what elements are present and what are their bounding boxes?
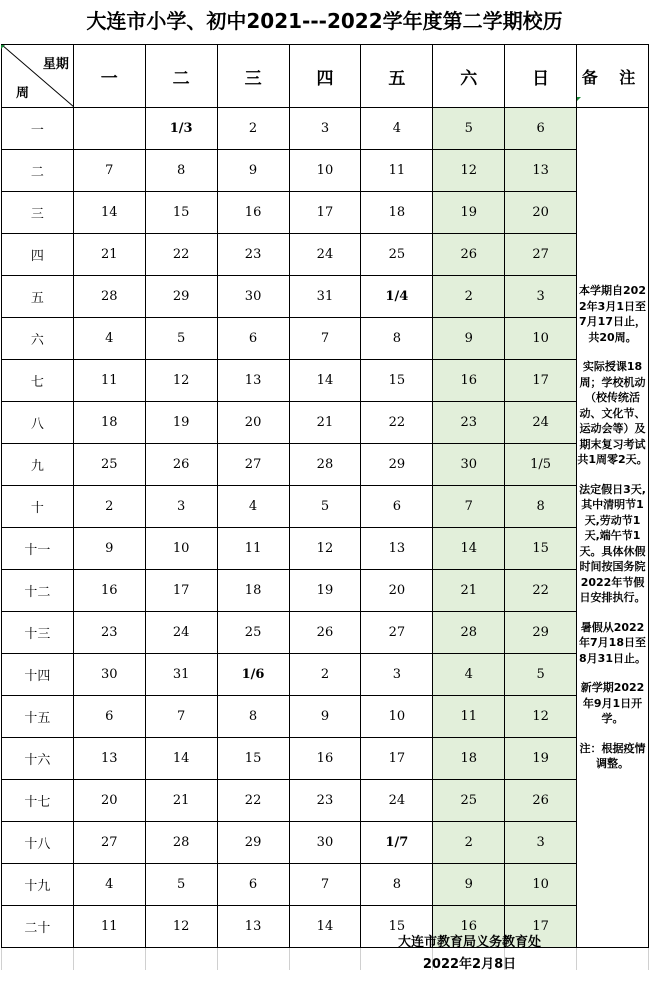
date-cell: 12 xyxy=(433,150,505,192)
date-cell: 30 xyxy=(73,654,145,696)
note-paragraph: 法定假日3天,其中清明节1天,劳动节1天,端午节1天。具体休假时间按国务院2022年节假日安排执行。 xyxy=(579,482,646,605)
week-label: 十三 xyxy=(2,612,74,654)
date-cell: 10 xyxy=(505,864,577,906)
week-label: 八 xyxy=(2,402,74,444)
note-paragraph: 注：根据疫情调整。 xyxy=(579,741,646,771)
date-cell: 5 xyxy=(505,654,577,696)
date-cell: 16 xyxy=(433,906,505,948)
note-paragraph: 暑假从2022年7月18日至8月31日止。 xyxy=(579,620,646,665)
date-cell: 5 xyxy=(145,864,217,906)
date-cell: 2 xyxy=(73,486,145,528)
week-label: 四 xyxy=(2,234,74,276)
date-cell: 23 xyxy=(289,780,361,822)
day-header-tue: 二 xyxy=(145,45,217,108)
date-cell: 16 xyxy=(433,360,505,402)
date-cell: 8 xyxy=(145,150,217,192)
date-cell: 11 xyxy=(361,150,433,192)
date-cell: 28 xyxy=(433,612,505,654)
week-label: 九 xyxy=(2,444,74,486)
date-cell: 15 xyxy=(145,192,217,234)
date-cell: 20 xyxy=(73,780,145,822)
empty-cell xyxy=(2,948,74,971)
corner-weekday-label: 星期 xyxy=(42,57,69,72)
week-row xyxy=(2,780,649,822)
empty-cell xyxy=(73,948,145,971)
day-header-wed: 三 xyxy=(217,45,289,108)
date-cell: 1/5 xyxy=(505,444,577,486)
date-cell: 14 xyxy=(289,906,361,948)
date-cell: 24 xyxy=(361,780,433,822)
date-cell: 11 xyxy=(73,360,145,402)
date-cell: 27 xyxy=(505,234,577,276)
date-cell: 7 xyxy=(289,864,361,906)
date-cell: 3 xyxy=(289,108,361,150)
date-cell: 29 xyxy=(217,822,289,864)
date-cell: 1/3 xyxy=(145,108,217,150)
date-cell: 21 xyxy=(433,570,505,612)
date-cell: 20 xyxy=(361,570,433,612)
date-cell: 12 xyxy=(145,906,217,948)
date-cell: 4 xyxy=(217,486,289,528)
date-cell: 30 xyxy=(433,444,505,486)
week-row xyxy=(2,612,649,654)
date-cell: 19 xyxy=(505,738,577,780)
week-row xyxy=(2,654,649,696)
date-cell: 27 xyxy=(217,444,289,486)
date-cell: 30 xyxy=(217,276,289,318)
date-cell: 31 xyxy=(289,276,361,318)
date-cell: 2 xyxy=(433,822,505,864)
week-row xyxy=(2,192,649,234)
week-label: 十四 xyxy=(2,654,74,696)
date-cell: 2 xyxy=(217,108,289,150)
date-cell: 19 xyxy=(289,570,361,612)
date-cell: 29 xyxy=(145,276,217,318)
date-cell: 14 xyxy=(145,738,217,780)
date-cell: 16 xyxy=(217,192,289,234)
date-cell: 8 xyxy=(361,864,433,906)
week-label: 一 xyxy=(2,108,74,150)
empty-cell xyxy=(145,948,217,971)
header-row xyxy=(2,45,649,108)
comment-marker xyxy=(1,45,5,49)
week-label: 十九 xyxy=(2,864,74,906)
date-cell: 27 xyxy=(361,612,433,654)
date-cell: 6 xyxy=(217,318,289,360)
week-row xyxy=(2,444,649,486)
date-cell: 18 xyxy=(361,192,433,234)
date-cell: 1/4 xyxy=(361,276,433,318)
date-cell: 5 xyxy=(433,108,505,150)
date-cell: 26 xyxy=(145,444,217,486)
date-cell: 24 xyxy=(289,234,361,276)
date-cell: 15 xyxy=(361,360,433,402)
date-cell: 7 xyxy=(73,150,145,192)
corner-week-label: 周 xyxy=(16,86,30,101)
date-cell: 29 xyxy=(505,612,577,654)
date-cell: 22 xyxy=(505,570,577,612)
date-cell: 4 xyxy=(73,318,145,360)
week-label: 六 xyxy=(2,318,74,360)
date-cell: 27 xyxy=(73,822,145,864)
week-label: 十八 xyxy=(2,822,74,864)
date-cell: 18 xyxy=(433,738,505,780)
date-cell: 2 xyxy=(433,276,505,318)
date-cell: 4 xyxy=(73,864,145,906)
date-cell: 9 xyxy=(433,318,505,360)
date-cell: 23 xyxy=(73,612,145,654)
date-cell: 17 xyxy=(145,570,217,612)
date-cell: 8 xyxy=(217,696,289,738)
date-cell: 6 xyxy=(217,864,289,906)
date-cell: 1/7 xyxy=(361,822,433,864)
week-row xyxy=(2,402,649,444)
week-row xyxy=(2,360,649,402)
date-cell: 26 xyxy=(433,234,505,276)
date-cell: 7 xyxy=(145,696,217,738)
week-label: 七 xyxy=(2,360,74,402)
comment-marker xyxy=(577,97,581,101)
date-cell: 26 xyxy=(505,780,577,822)
date-cell: 4 xyxy=(433,654,505,696)
date-cell: 28 xyxy=(145,822,217,864)
date-cell: 9 xyxy=(433,864,505,906)
date-cell: 15 xyxy=(505,528,577,570)
date-cell: 14 xyxy=(73,192,145,234)
date-cell: 9 xyxy=(217,150,289,192)
date-cell: 9 xyxy=(289,696,361,738)
date-cell: 7 xyxy=(433,486,505,528)
date-cell: 21 xyxy=(145,780,217,822)
week-row xyxy=(2,864,649,906)
week-row xyxy=(2,234,649,276)
week-label: 二 xyxy=(2,150,74,192)
date-cell: 13 xyxy=(217,360,289,402)
date-cell: 18 xyxy=(73,402,145,444)
date-cell: 16 xyxy=(73,570,145,612)
date-cell: 21 xyxy=(289,402,361,444)
date-cell: 30 xyxy=(289,822,361,864)
footer-date: 2022年2月8日 xyxy=(422,957,517,972)
date-cell: 10 xyxy=(361,696,433,738)
date-cell: 24 xyxy=(505,402,577,444)
date-cell: 19 xyxy=(145,402,217,444)
date-cell: 25 xyxy=(433,780,505,822)
date-cell xyxy=(73,108,145,150)
day-header-thu: 四 xyxy=(289,45,361,108)
date-cell: 10 xyxy=(289,150,361,192)
week-row xyxy=(2,150,649,192)
date-cell: 13 xyxy=(217,906,289,948)
date-cell: 28 xyxy=(73,276,145,318)
week-label: 十六 xyxy=(2,738,74,780)
date-cell: 4 xyxy=(361,108,433,150)
date-cell: 13 xyxy=(73,738,145,780)
note-paragraph: 新学期2022年9月1日开学。 xyxy=(580,681,645,726)
date-cell: 3 xyxy=(505,822,577,864)
date-cell: 20 xyxy=(505,192,577,234)
date-cell: 18 xyxy=(217,570,289,612)
date-cell: 14 xyxy=(289,360,361,402)
calendar-table xyxy=(1,44,649,970)
date-cell: 22 xyxy=(145,234,217,276)
week-row xyxy=(2,318,649,360)
date-cell: 11 xyxy=(73,906,145,948)
week-row xyxy=(2,696,649,738)
date-cell: 31 xyxy=(145,654,217,696)
date-cell: 8 xyxy=(505,486,577,528)
date-cell: 17 xyxy=(361,738,433,780)
week-label: 十五 xyxy=(2,696,74,738)
week-row xyxy=(2,528,649,570)
date-cell: 3 xyxy=(145,486,217,528)
date-cell: 10 xyxy=(145,528,217,570)
day-header-sun: 日 xyxy=(505,45,577,108)
date-cell: 19 xyxy=(433,192,505,234)
date-cell: 17 xyxy=(505,906,577,948)
week-row xyxy=(2,570,649,612)
date-cell: 29 xyxy=(361,444,433,486)
date-cell: 14 xyxy=(433,528,505,570)
note-paragraph: 实际授课18周；学校机动（校传统活动、文化节、运动会等）及期末复习考试共1周零2天。 xyxy=(577,360,648,467)
date-cell: 16 xyxy=(289,738,361,780)
date-cell: 15 xyxy=(217,738,289,780)
day-header-sat: 六 xyxy=(433,45,505,108)
date-cell: 15 xyxy=(361,906,433,948)
date-cell: 13 xyxy=(505,150,577,192)
date-cell: 17 xyxy=(505,360,577,402)
date-cell: 26 xyxy=(289,612,361,654)
day-header-fri: 五 xyxy=(361,45,433,108)
date-cell: 11 xyxy=(217,528,289,570)
week-label: 二十 xyxy=(2,906,74,948)
date-cell: 23 xyxy=(433,402,505,444)
date-cell: 28 xyxy=(289,444,361,486)
week-label: 十七 xyxy=(2,780,74,822)
date-cell: 13 xyxy=(361,528,433,570)
notes-column xyxy=(577,108,649,948)
date-cell: 6 xyxy=(361,486,433,528)
date-cell: 25 xyxy=(361,234,433,276)
week-row xyxy=(2,108,649,150)
date-cell: 7 xyxy=(289,318,361,360)
date-cell: 12 xyxy=(505,696,577,738)
date-cell: 9 xyxy=(73,528,145,570)
week-row xyxy=(2,738,649,780)
week-label: 三 xyxy=(2,192,74,234)
date-cell: 6 xyxy=(505,108,577,150)
date-cell: 12 xyxy=(289,528,361,570)
week-row xyxy=(2,276,649,318)
empty-cell xyxy=(217,948,289,971)
date-cell: 3 xyxy=(505,276,577,318)
date-cell: 12 xyxy=(145,360,217,402)
week-row xyxy=(2,822,649,864)
calendar-body xyxy=(2,108,649,971)
week-row xyxy=(2,486,649,528)
date-cell: 5 xyxy=(145,318,217,360)
date-cell: 6 xyxy=(73,696,145,738)
day-header-mon: 一 xyxy=(73,45,145,108)
date-cell: 24 xyxy=(145,612,217,654)
week-label: 五 xyxy=(2,276,74,318)
date-cell: 1/6 xyxy=(217,654,289,696)
date-cell: 20 xyxy=(217,402,289,444)
date-cell: 3 xyxy=(361,654,433,696)
week-label: 十二 xyxy=(2,570,74,612)
date-cell: 25 xyxy=(73,444,145,486)
note-paragraph: 本学期自2022年3月1日至7月17日止，共20周。 xyxy=(579,284,646,344)
date-cell: 21 xyxy=(73,234,145,276)
date-cell: 17 xyxy=(289,192,361,234)
date-cell: 23 xyxy=(217,234,289,276)
date-cell: 11 xyxy=(433,696,505,738)
date-cell: 22 xyxy=(361,402,433,444)
date-cell: 25 xyxy=(217,612,289,654)
corner-cell xyxy=(2,45,74,108)
date-cell: 8 xyxy=(361,318,433,360)
date-cell: 10 xyxy=(505,318,577,360)
footer xyxy=(290,932,649,976)
notes-header: 备 注 xyxy=(577,45,649,108)
page-title: 大连市小学、初中2021---2022学年度第二学期校历 xyxy=(86,9,563,33)
week-label: 十一 xyxy=(2,528,74,570)
date-cell: 2 xyxy=(289,654,361,696)
date-cell: 5 xyxy=(289,486,361,528)
footer-org: 大连市教育局义务教育处 xyxy=(397,935,541,950)
week-label: 十 xyxy=(2,486,74,528)
date-cell: 22 xyxy=(217,780,289,822)
